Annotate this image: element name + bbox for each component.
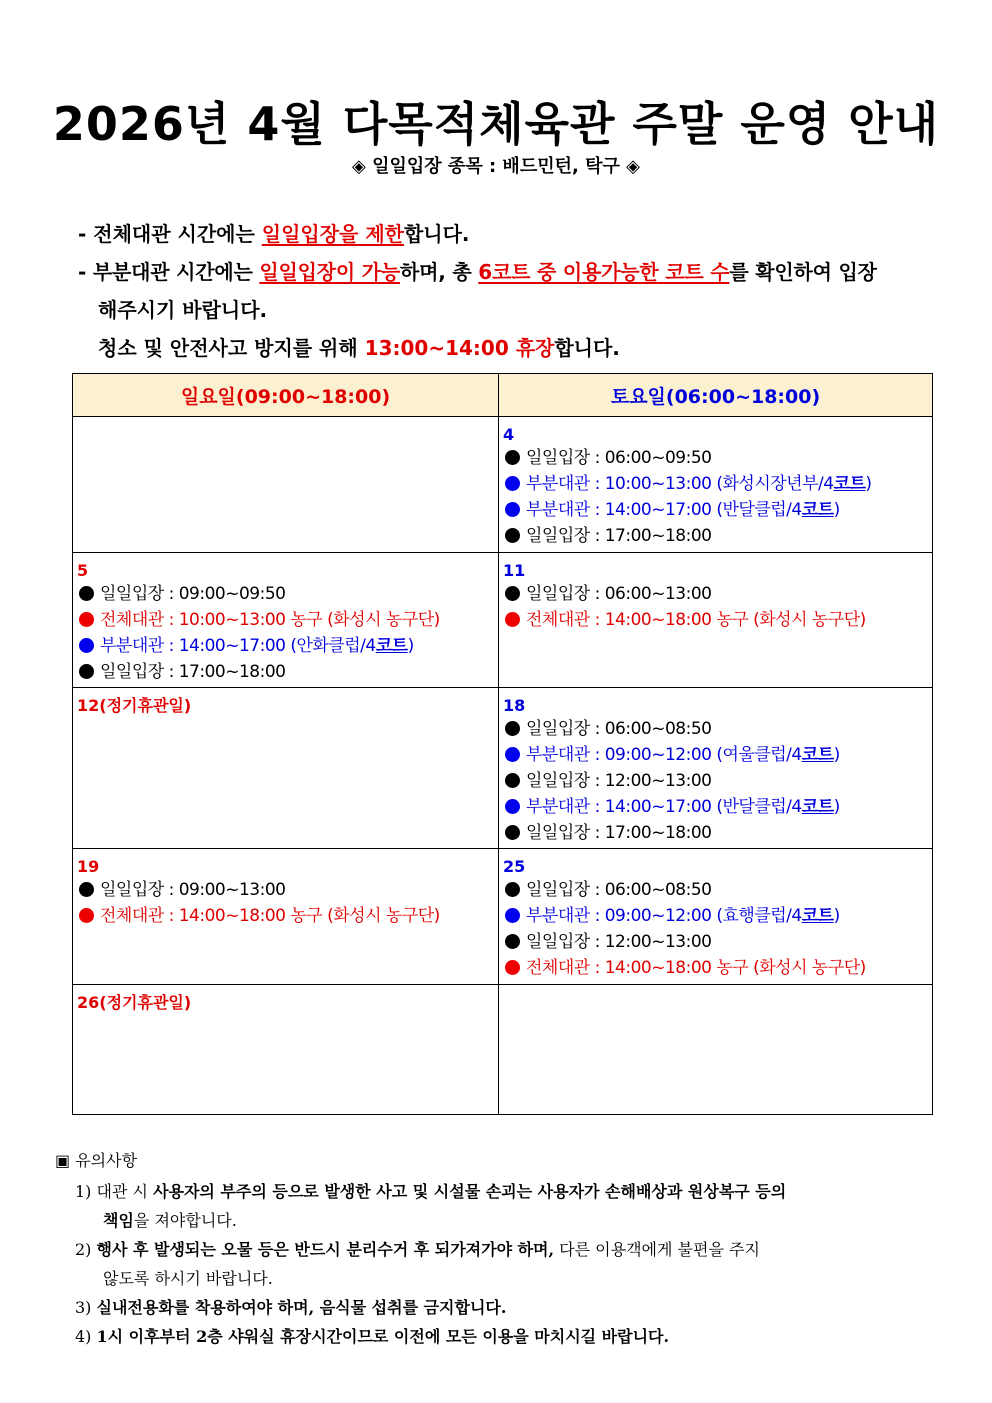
- black-dot-icon: [505, 773, 520, 788]
- saturday-cell: [499, 849, 933, 985]
- blue-dot-icon: [505, 799, 520, 814]
- entry-text: 부분대관 : 09:00~12:00 (여울클럽/4: [526, 745, 802, 765]
- caution-section: [55, 1148, 955, 1351]
- schedule-entry: [503, 523, 928, 549]
- schedule-entry: [503, 877, 928, 903]
- cell-date: 5: [77, 561, 89, 580]
- entry-text: 일일입장 : 12:00~13:00: [526, 932, 712, 952]
- caution-item-1-cont: [55, 1206, 955, 1235]
- entry-text: 전체대관 : 14:00~18:00 농구 (화성시 농구단): [526, 610, 866, 630]
- sunday-cell: [73, 849, 499, 985]
- notice-text: 합니다.: [554, 336, 620, 360]
- cell-date: 18: [503, 696, 526, 715]
- notice-highlight: 일일입장을 제한: [261, 222, 404, 246]
- saturday-header: 토요일(06:00~18:00): [499, 374, 933, 417]
- caution-item-3: [55, 1293, 955, 1322]
- notice-line-3: [78, 291, 938, 329]
- blue-dot-icon: [505, 908, 520, 923]
- schedule-entry: [503, 768, 928, 794]
- caution-bold: 행사 후 발생되는 오물 등은 반드시 분리수거 후 되가져가야 하며,: [96, 1240, 555, 1259]
- schedule-table: [72, 373, 933, 1115]
- schedule-entry: [503, 497, 928, 523]
- saturday-cell: [499, 985, 933, 1115]
- caution-bold: 사용자의 부주의 등으로 발생한 사고 및 시설물 손괴는 사용자가 손해배상과 원상복구 등의: [153, 1182, 787, 1201]
- entry-text: 부분대관 : 14:00~17:00 (반달클럽/4: [526, 500, 802, 520]
- page-subtitle: ◈ 일일입장 종목 : 배드민턴, 탁구 ◈: [352, 156, 640, 177]
- entry-text: 일일입장 : 12:00~13:00: [526, 771, 712, 791]
- caution-text: 2): [75, 1240, 97, 1259]
- entry-text: 부분대관 : 14:00~17:00 (반달클럽/4: [526, 797, 802, 817]
- cell-date: 4: [503, 425, 515, 444]
- black-dot-icon: [505, 825, 520, 840]
- cell-date: 19: [77, 857, 100, 876]
- blue-dot-icon: [79, 638, 94, 653]
- schedule-entry: [503, 742, 928, 768]
- entry-tail: ): [407, 636, 414, 656]
- notice-highlight: 일일입장이 가능: [259, 260, 400, 284]
- notice-text: - 전체대관 시간에는: [78, 222, 262, 246]
- notice-highlight: 6코트 중 이용가능한 코트 수: [478, 260, 730, 284]
- black-dot-icon: [505, 586, 520, 601]
- entry-tail: ): [833, 797, 840, 817]
- caution-item-2-cont: [55, 1264, 955, 1293]
- schedule-header-row: [73, 374, 933, 417]
- schedule-entry: [503, 607, 928, 633]
- entry-text: 일일입장 : 06:00~08:50: [526, 719, 712, 739]
- entry-tail: ): [833, 500, 840, 520]
- schedule-body: [73, 417, 933, 1115]
- schedule-entry: [503, 794, 928, 820]
- black-dot-icon: [505, 721, 520, 736]
- entry-tail: ): [833, 906, 840, 926]
- schedule-entry: [503, 820, 928, 846]
- notice-highlight: 13:00~14:00 휴장: [364, 336, 555, 360]
- caution-bold: 책임: [103, 1211, 134, 1230]
- black-dot-icon: [505, 882, 520, 897]
- schedule-entry: [77, 903, 494, 929]
- schedule-entry: [77, 659, 494, 685]
- caution-bold: 실내전용화를 착용하여야 하며, 음식물 섭취를 금지합니다.: [96, 1298, 507, 1317]
- blue-dot-icon: [505, 502, 520, 517]
- notice-text: 해주시기 바랍니다.: [98, 298, 268, 322]
- notice-text: - 부분대관 시간에는: [78, 260, 260, 284]
- caution-text: 않도록 하시기 바랍니다.: [103, 1269, 273, 1288]
- schedule-row: [73, 553, 933, 688]
- notice-line-1: [78, 215, 938, 253]
- saturday-cell: [499, 417, 933, 553]
- caution-item-4: [55, 1322, 955, 1351]
- entry-text: 일일입장 : 17:00~18:00: [100, 662, 286, 682]
- red-dot-icon: [505, 960, 520, 975]
- schedule-entry: [503, 716, 928, 742]
- notice-text: 를 확인하여 입장: [729, 260, 877, 284]
- schedule-entry: [503, 471, 928, 497]
- entry-text: 부분대관 : 14:00~17:00 (안화클럽/4: [100, 636, 376, 656]
- court-label: 코트: [833, 474, 866, 494]
- black-dot-icon: [505, 528, 520, 543]
- sunday-header: 일요일(09:00~18:00): [73, 374, 499, 417]
- entry-text: 일일입장 : 17:00~18:00: [526, 823, 712, 843]
- entry-text: 전체대관 : 10:00~13:00 농구 (화성시 농구단): [100, 610, 440, 630]
- schedule-entry: [77, 607, 494, 633]
- schedule-entry: [503, 903, 928, 929]
- notice-text: 하며, 총: [399, 260, 479, 284]
- entry-text: 전체대관 : 14:00~18:00 농구 (화성시 농구단): [526, 958, 866, 978]
- sunday-cell: [73, 553, 499, 688]
- entry-text: 일일입장 : 09:00~09:50: [100, 584, 286, 604]
- caution-text: 1) 대관 시: [75, 1182, 154, 1201]
- entry-text: 부분대관 : 10:00~13:00 (화성시장년부/4: [526, 474, 834, 494]
- caution-bold: 1시 이후부터 2층 샤워실 휴장시간이므로 이전에 모든 이용을 마치시길 바랍니다.: [96, 1327, 670, 1346]
- court-label: 코트: [801, 500, 834, 520]
- caution-item-1: [55, 1177, 955, 1206]
- court-label: 코트: [801, 797, 834, 817]
- schedule-entry: [77, 581, 494, 607]
- caution-text: 4): [75, 1327, 97, 1346]
- schedule-row: [73, 417, 933, 553]
- entry-text: 전체대관 : 14:00~18:00 농구 (화성시 농구단): [100, 906, 440, 926]
- notice-text: 합니다.: [403, 222, 470, 246]
- cell-date: 11: [503, 561, 526, 580]
- notice-block: [78, 215, 938, 367]
- entry-text: 부분대관 : 09:00~12:00 (효행클럽/4: [526, 906, 802, 926]
- schedule-entry: [503, 581, 928, 607]
- notice-line-4: [78, 329, 938, 367]
- notice-line-2: [78, 253, 938, 291]
- sunday-cell: [73, 417, 499, 553]
- black-dot-icon: [79, 664, 94, 679]
- caution-item-2: [55, 1235, 955, 1264]
- entry-text: 일일입장 : 06:00~09:50: [526, 448, 712, 468]
- caution-text: 다른 이용객에게 불편을 주지: [554, 1240, 760, 1259]
- entry-tail: ): [865, 474, 872, 494]
- cell-date: 26(정기휴관일): [77, 993, 192, 1012]
- black-dot-icon: [79, 586, 94, 601]
- red-dot-icon: [79, 908, 94, 923]
- entry-text: 일일입장 : 17:00~18:00: [526, 526, 712, 546]
- schedule-entry: [77, 877, 494, 903]
- sunday-cell: [73, 688, 499, 849]
- sunday-cell: [73, 985, 499, 1115]
- blue-dot-icon: [505, 747, 520, 762]
- schedule-row: [73, 688, 933, 849]
- schedule-entry: [503, 445, 928, 471]
- red-dot-icon: [505, 612, 520, 627]
- red-dot-icon: [79, 612, 94, 627]
- black-dot-icon: [505, 934, 520, 949]
- caution-text: 을 져야합니다.: [133, 1211, 237, 1230]
- black-dot-icon: [505, 450, 520, 465]
- caution-text: 3): [75, 1298, 97, 1317]
- schedule-row: [73, 985, 933, 1115]
- black-dot-icon: [79, 882, 94, 897]
- court-label: 코트: [801, 745, 834, 765]
- saturday-cell: [499, 688, 933, 849]
- court-label: 코트: [375, 636, 408, 656]
- entry-text: 일일입장 : 06:00~13:00: [526, 584, 712, 604]
- caution-heading: ▣ 유의사항: [55, 1151, 138, 1170]
- schedule-entry: [503, 929, 928, 955]
- cell-date: 12(정기휴관일): [77, 696, 192, 715]
- entry-text: 일일입장 : 09:00~13:00: [100, 880, 286, 900]
- schedule-row: [73, 849, 933, 985]
- page-title: 2026년 4월 다목적체육관 주말 운영 안내: [52, 97, 940, 151]
- cell-date: 25: [503, 857, 526, 876]
- court-label: 코트: [801, 906, 834, 926]
- schedule-entry: [503, 955, 928, 981]
- blue-dot-icon: [505, 476, 520, 491]
- notice-text: 청소 및 안전사고 방지를 위해: [98, 336, 365, 360]
- schedule-entry: [77, 633, 494, 659]
- entry-tail: ): [833, 745, 840, 765]
- entry-text: 일일입장 : 06:00~08:50: [526, 880, 712, 900]
- saturday-cell: [499, 553, 933, 688]
